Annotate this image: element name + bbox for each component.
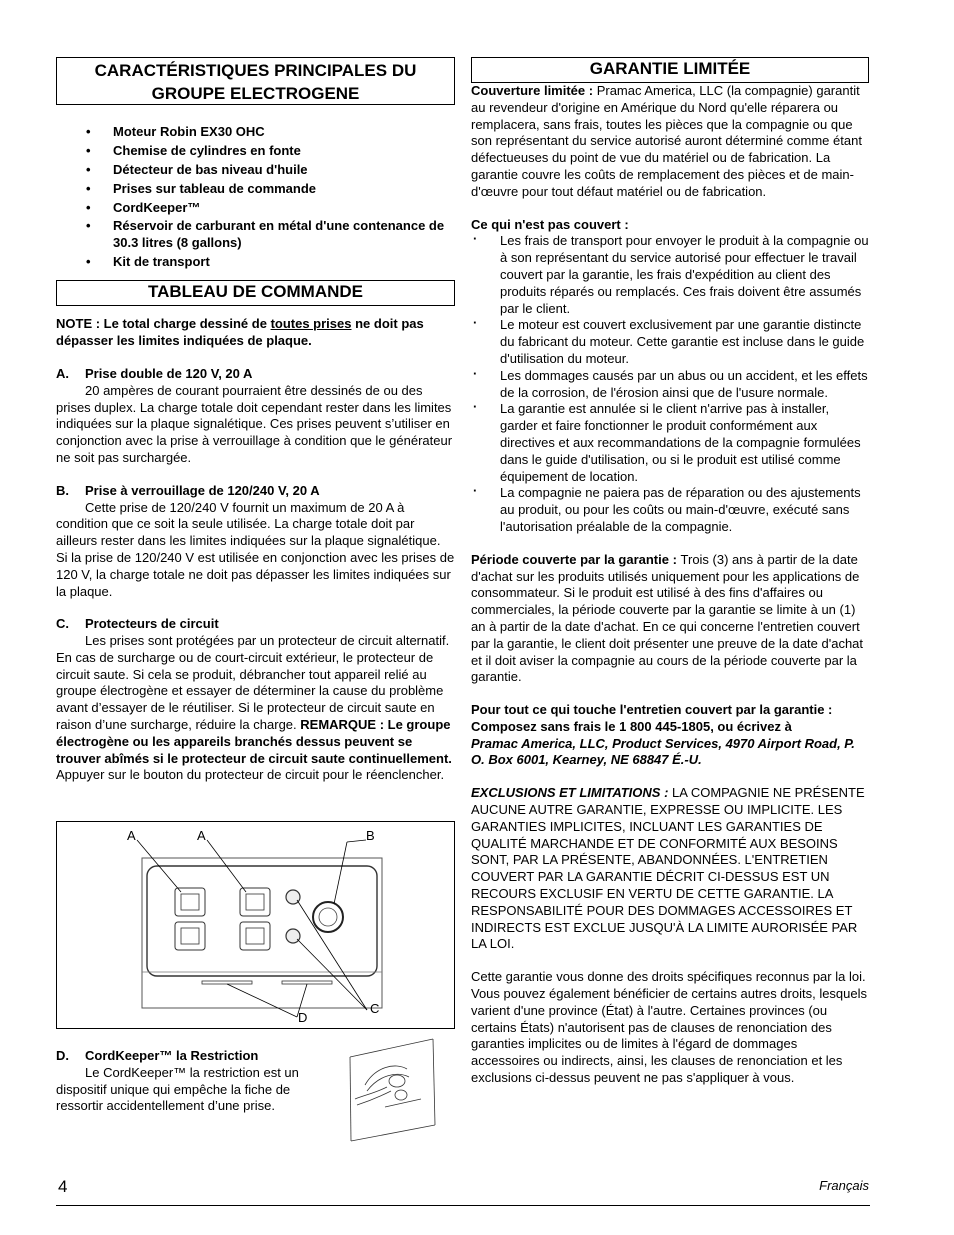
section-c-letter: C. — [56, 616, 69, 632]
duplex-outlet-right — [240, 888, 270, 950]
cordkeeper-left — [202, 981, 252, 984]
section-b-letter: B. — [56, 482, 69, 498]
section-b-title — [56, 483, 455, 500]
section-a-title — [56, 366, 455, 383]
exclusions-paragraph — [471, 785, 869, 953]
section-b-heading: Prise à verrouillage de 120/240 V, 20 A — [85, 482, 320, 498]
load-note — [56, 316, 455, 350]
exclusions-label: EXCLUSIONS ET LIMITATIONS : — [471, 785, 673, 801]
coverage-label: Couverture limitée : — [471, 83, 597, 98]
feature-item: • Détecteur de bas niveau d'huile — [56, 161, 455, 178]
section-c-text: Les prises sont protégées par un protecteur de circuit alternatif. En cas de surcharge ou de court-circuit extérieur, le protecteur de circuit saute. Si cela se produit, débrancher tout appareil relié au groupe électrogène et essayer de déterminer la cause du problème avant d’essayer de le réutiliser. Si le protecteur de circuit saute en raison d’une surcharge, réduire la charge. — [56, 633, 450, 733]
section-a-body: 20 ampères de courant pourraient être dessinés de ou des prises duplex. La charge totale doit cependant rester dans les limites indiquées sur la plaque signalétique. Ces prises peuvent s’utiliser en conjonction avec la prise à verrouillage à condition que le générateur ne soit pas surchargée. — [56, 382, 453, 465]
features-list — [56, 123, 455, 270]
not-covered-label: Ce qui n'est pas couvert : — [471, 216, 629, 232]
coverage-paragraph — [471, 83, 869, 201]
duplex-outlet-left — [175, 888, 205, 950]
section-c-remark: REMARQUE : Le groupe électrogène ou les appareils branchés dessus peuvent se trouver abîmés si le protecteur de circuit saute continuellement. — [56, 717, 452, 766]
not-covered-item: · La garantie est annulée si le client n'arrive pas à installer, garder et faire fonctionner le produit conformément aux directives et aux recommandations de la compagnie formulées dans le guide d'utilisation, ou si le produit est utilisé comme équipement de location. — [471, 401, 869, 485]
page-number: 4 — [58, 1177, 68, 1196]
feature-item: • Prises sur tableau de commande — [56, 180, 455, 197]
label-d: D — [298, 1010, 308, 1025]
rights-paragraph: Cette garantie vous donne des droits spécifiques reconnus par la loi. Vous pouvez également bénéficier de certains autres droits, lesquels varient d'une province (État) à l'autre. Certaines provinces (ou certains États) n'autorisent pas de clauses de renonciation des garanties implicites ou de limites à l'égard de dommages accessoires ou indirects, ainsi, les clauses de renonciation et les exclusions ci-dessus peuvent ne pas s'appliquer à vous. — [471, 969, 868, 1086]
cordkeeper-right — [282, 981, 332, 984]
control-panel-drawing — [57, 822, 454, 1028]
period-paragraph — [471, 552, 869, 686]
section-c-heading: Protecteurs de circuit — [85, 616, 219, 632]
left-column — [56, 57, 455, 784]
right-column — [471, 57, 869, 1087]
coverage-body: Pramac America, LLC (la compagnie) garantit au revendeur d'origine en Amérique du Nord qu'elle réparera ou remplacera, sans frais, toutes les pièces que la compagnie ou que son représentant du service autorisé auront déterminé comme étant défectueuses du point de vue du matériel ou de fabrication. La garantie couvre les coûts de remplacement des pièces et de main-d'œuvre pour tout défaut matériel ou de fabrication. — [471, 83, 862, 199]
label-a-right: A — [197, 828, 206, 843]
footer-rule — [56, 1205, 870, 1206]
twist-lock-receptacle — [313, 902, 343, 932]
section-c-title — [56, 616, 455, 633]
section-d-heading: CordKeeper™ la Restriction — [85, 1048, 259, 1063]
exclusions-body: LA COMPAGNIE NE PRÉSENTE AUCUNE AUTRE GARANTIE, EXPRESSE OU IMPLICITE. LES GARANTIES IMPLICITES, INCLUANT LES GARANTIES DE QUALITÉ MARCHANDE ET DE CONFORMITÉ AUX BESOINS SONT, PAR LA PRÉSENTE, ABANDONNÉES. L'ENTRETIEN COUVERT PAR LA GARANTIE DÉCRIT CI-DESSUS EST UN RECOURS EXCLUSIF EN VERTU DE CETTE GARANTIE. LA RESPONSABILITÉ POUR DES DOMMAGES ACCESSOIRES ET INDIRECTS EST EXCLUE JUSQU'À LA LIMITE AURORISÉE PAR LA LOI. — [471, 785, 865, 952]
label-a-left: A — [127, 828, 136, 843]
section-d-letter: D. — [56, 1048, 69, 1063]
section-a-heading: Prise double de 120 V, 20 A — [85, 365, 253, 381]
contact-paragraph: Pour tout ce qui touche l'entretien couvert par la garantie : Composez sans frais le 1 800 445-1805, ou écrivez à — [471, 702, 833, 734]
contact-address: Pramac America, LLC, Product Services, 4970 Airport Road, P. O. Box 6001, Kearney, NE 68847 É.-U. — [471, 735, 855, 768]
section-d-body: Le CordKeeper™ la restriction est un dispositif unique qui empêche la fiche de ressortir accidentellement d’une prise. — [56, 1064, 299, 1114]
section-c-tail: Appuyer sur le bouton du protecteur de circuit pour le réenclencher. — [56, 767, 445, 783]
language-label: Français — [819, 1178, 869, 1193]
control-panel-title: TABLEAU DE COMMANDE — [56, 280, 455, 306]
warranty-title: GARANTIE LIMITÉE — [471, 57, 869, 83]
section-b-body: Cette prise de 120/240 V fournit un maximum de 20 A à condition que ce soit la seule utilisée. La charge totale doit par ailleurs rester dans les limites indiquées sur la plaque signalétique. Si la prise de 120/240 V est utilisée en conjonction avec les prises de 120 V, la charge totale ne doit pas dépasser les limites indiquées sur la plaque. — [56, 499, 455, 599]
feature-item: • Chemise de cylindres en fonte — [56, 142, 455, 159]
period-label: Période couverte par la garantie : — [471, 551, 681, 567]
not-covered-item: · La compagnie ne paiera pas de réparation ou des ajustements au produit, ou pour les coûts ou main-d'œuvre, exécuté sans l'autorisation préalable de la compagnie. — [471, 485, 869, 535]
label-b: B — [366, 828, 375, 843]
section-c-body — [56, 633, 455, 784]
feature-item: • Réservoir de carburant en métal d'une contenance de 30.3 litres (8 gallons) — [56, 217, 455, 251]
section-d-title — [56, 1048, 316, 1065]
circuit-breaker-bottom — [286, 929, 300, 943]
not-covered-item: · Les frais de transport pour envoyer le produit à la compagnie ou à son représentant du service autorisé pour effectuer le travail couvert par la garantie, les frais d'expédition au client des produits réparés ou remplacés. Ces frais doivent être assumés par le client. — [471, 233, 869, 317]
note-prefix: NOTE : Le total charge dessiné de — [56, 316, 271, 332]
not-covered-item: · Le moteur est couvert exclusivement par une garantie distincte du fabricant du moteur. Cette garantie est incluse dans le guide d'utilisation du moteur. — [471, 317, 869, 367]
label-c: C — [370, 1001, 380, 1016]
not-covered-list — [471, 233, 869, 535]
cordkeeper-illustration — [345, 1037, 440, 1145]
control-panel-figure — [56, 821, 455, 1029]
feature-item: • CordKeeper™ — [56, 199, 455, 216]
features-title: CARACTÉRISTIQUES PRINCIPALES DU GROUPE ELECTROGENE — [56, 57, 455, 105]
period-body: Trois (3) ans à partir de la date d'achat sur les produits utilisés uniquement pour les applications de consommateur. Si le produit est utilisé à des fins d'affaires ou commerciales, la période couverte par la garantie se limite à un (1) an à partir de la date d'achat. En ce qui concerne l'entretien couvert par la garantie, le client doit présenter une preuve de la date d'achat et il doit aviser la compagnie au cours de la période couverte par la garantie. — [471, 551, 864, 685]
note-suffix: ne doit pas dépasser les limites indiquées de plaque. — [56, 316, 424, 349]
feature-item: • Kit de transport — [56, 253, 455, 270]
feature-item: • Moteur Robin EX30 OHC — [56, 123, 455, 140]
section-a-letter: A. — [56, 365, 69, 381]
not-covered-item: · Les dommages causés par un abus ou un accident, et les effets de la corrosion, de l'érosion ainsi que de l'usure normale. — [471, 368, 869, 402]
section-d — [56, 1048, 316, 1115]
note-underlined: toutes prises — [270, 316, 352, 332]
